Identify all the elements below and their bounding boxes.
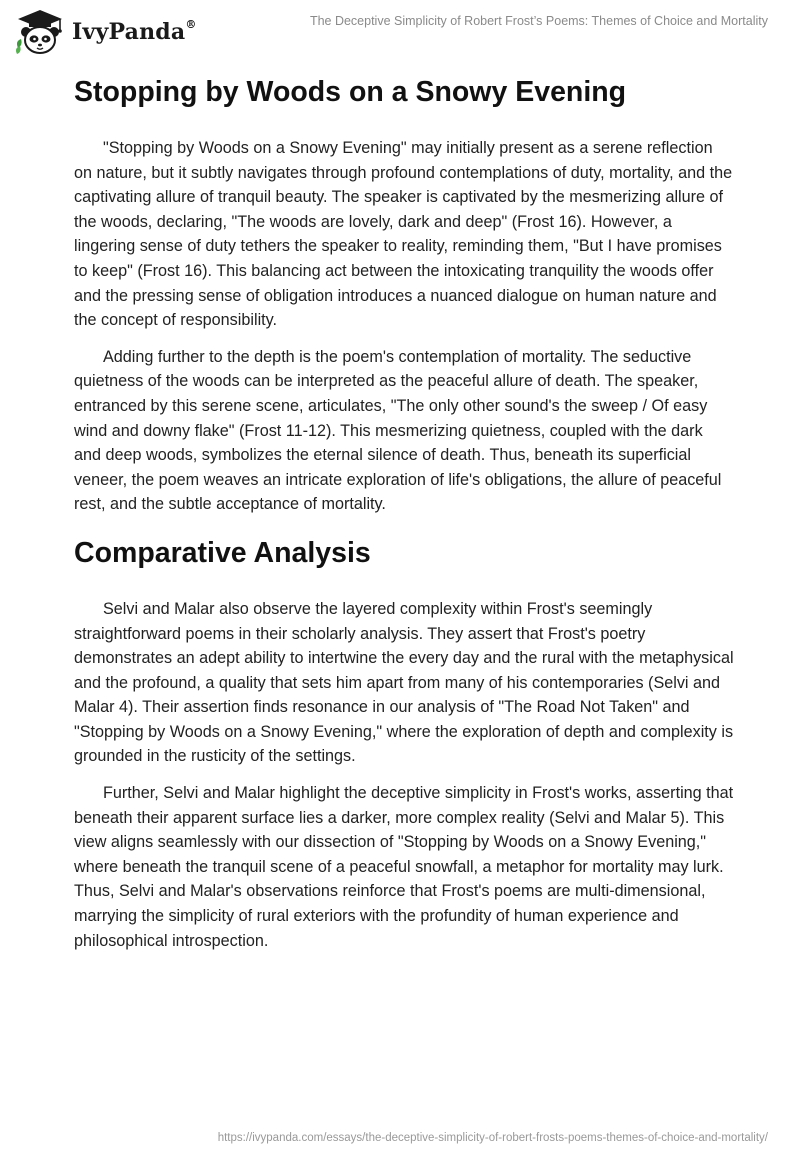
paragraph: "Stopping by Woods on a Snowy Evening" may initially present as a serene reflection on nature, but it subtly navigates through profound contemplations of duty, mortality, and the captivating allure of tranquil beauty. The speaker is captivated by the mesmerizing allure of the woods, declaring, "The woods are lovely, dark and deep" (Frost 16). However, a lingering sense of duty tethers the speaker to reality, reminding them, "But I have promises to keep" (Frost 16). This balancing act between the intoxicating tranquility the woods offer and the pressing sense of obligation introduces a nuanced dialogue on human nature and the concept of responsibility. [74, 139, 733, 330]
paragraph: Adding further to the depth is the poem's contemplation of mortality. The seductive quietness of the woods can be interpreted as the peaceful allure of death. The speaker, entranced by this serene scene, articulates, "The only other sound's the sweep / Of easy wind and downy flake" (Frost 11-12). This mesmerizing quietness, coupled with the dark and deep woods, symbolizes the eternal silence of death. Thus, beneath its superficial veneer, the poem weaves an intricate exploration of life's obligations, the allure of peaceful rest, and the subtle acceptance of mortality. [74, 347, 722, 514]
document-title: The Deceptive Simplicity of Robert Frost’s Poems: Themes of Choice and Mortality [309, 14, 768, 28]
paragraph: Further, Selvi and Malar highlight the deceptive simplicity in Frost's works, asserting that beneath their apparent surface lies a darker, more complex reality (Selvi and Malar 5). This view aligns seamlessly with our dissection of "Stopping by Woods on a Snowy Evening," where beneath the tranquil scene of a peaceful snowfall, a metaphor for mortality may lurk. Thus, Selvi and Malar's observations reinforce that Frost's poems are multi-dimensional, marrying the simplicity of rural exteriors with the profundity of human experience and philosophical introspection. [74, 784, 734, 950]
logo-text: IvyPanda® [72, 17, 197, 45]
ivypanda-logo[interactable] [14, 8, 197, 56]
section-heading-stopping-by-woods: Stopping by Woods on a Snowy Evening [74, 76, 627, 108]
panda-graduate-icon [14, 8, 66, 56]
page-header [0, 0, 800, 62]
paragraph: Selvi and Malar also observe the layered complexity within Frost's seemingly straightforward poems in their scholarly analysis. They assert that Frost's poetry demonstrates an adept ability to intertwine the every day and the rural with the metaphysical and the profound, a quality that sets him apart from many of his contemporaries (Selvi and Malar 4). Their assertion finds resonance in our analysis of "The Road Not Taken" and "Stopping by Woods on a Snowy Evening," where the exploration of depth and complexity is grounded in the rusticity of the settings. [74, 599, 734, 766]
essay-content [74, 70, 734, 965]
source-url-link[interactable]: https://ivypanda.com/essays/the-deceptive-simplicity-of-robert-frosts-poems-themes-of-choice-and-mortality/ [217, 1132, 768, 1144]
section-heading-comparative-analysis: Comparative Analysis [74, 536, 371, 569]
